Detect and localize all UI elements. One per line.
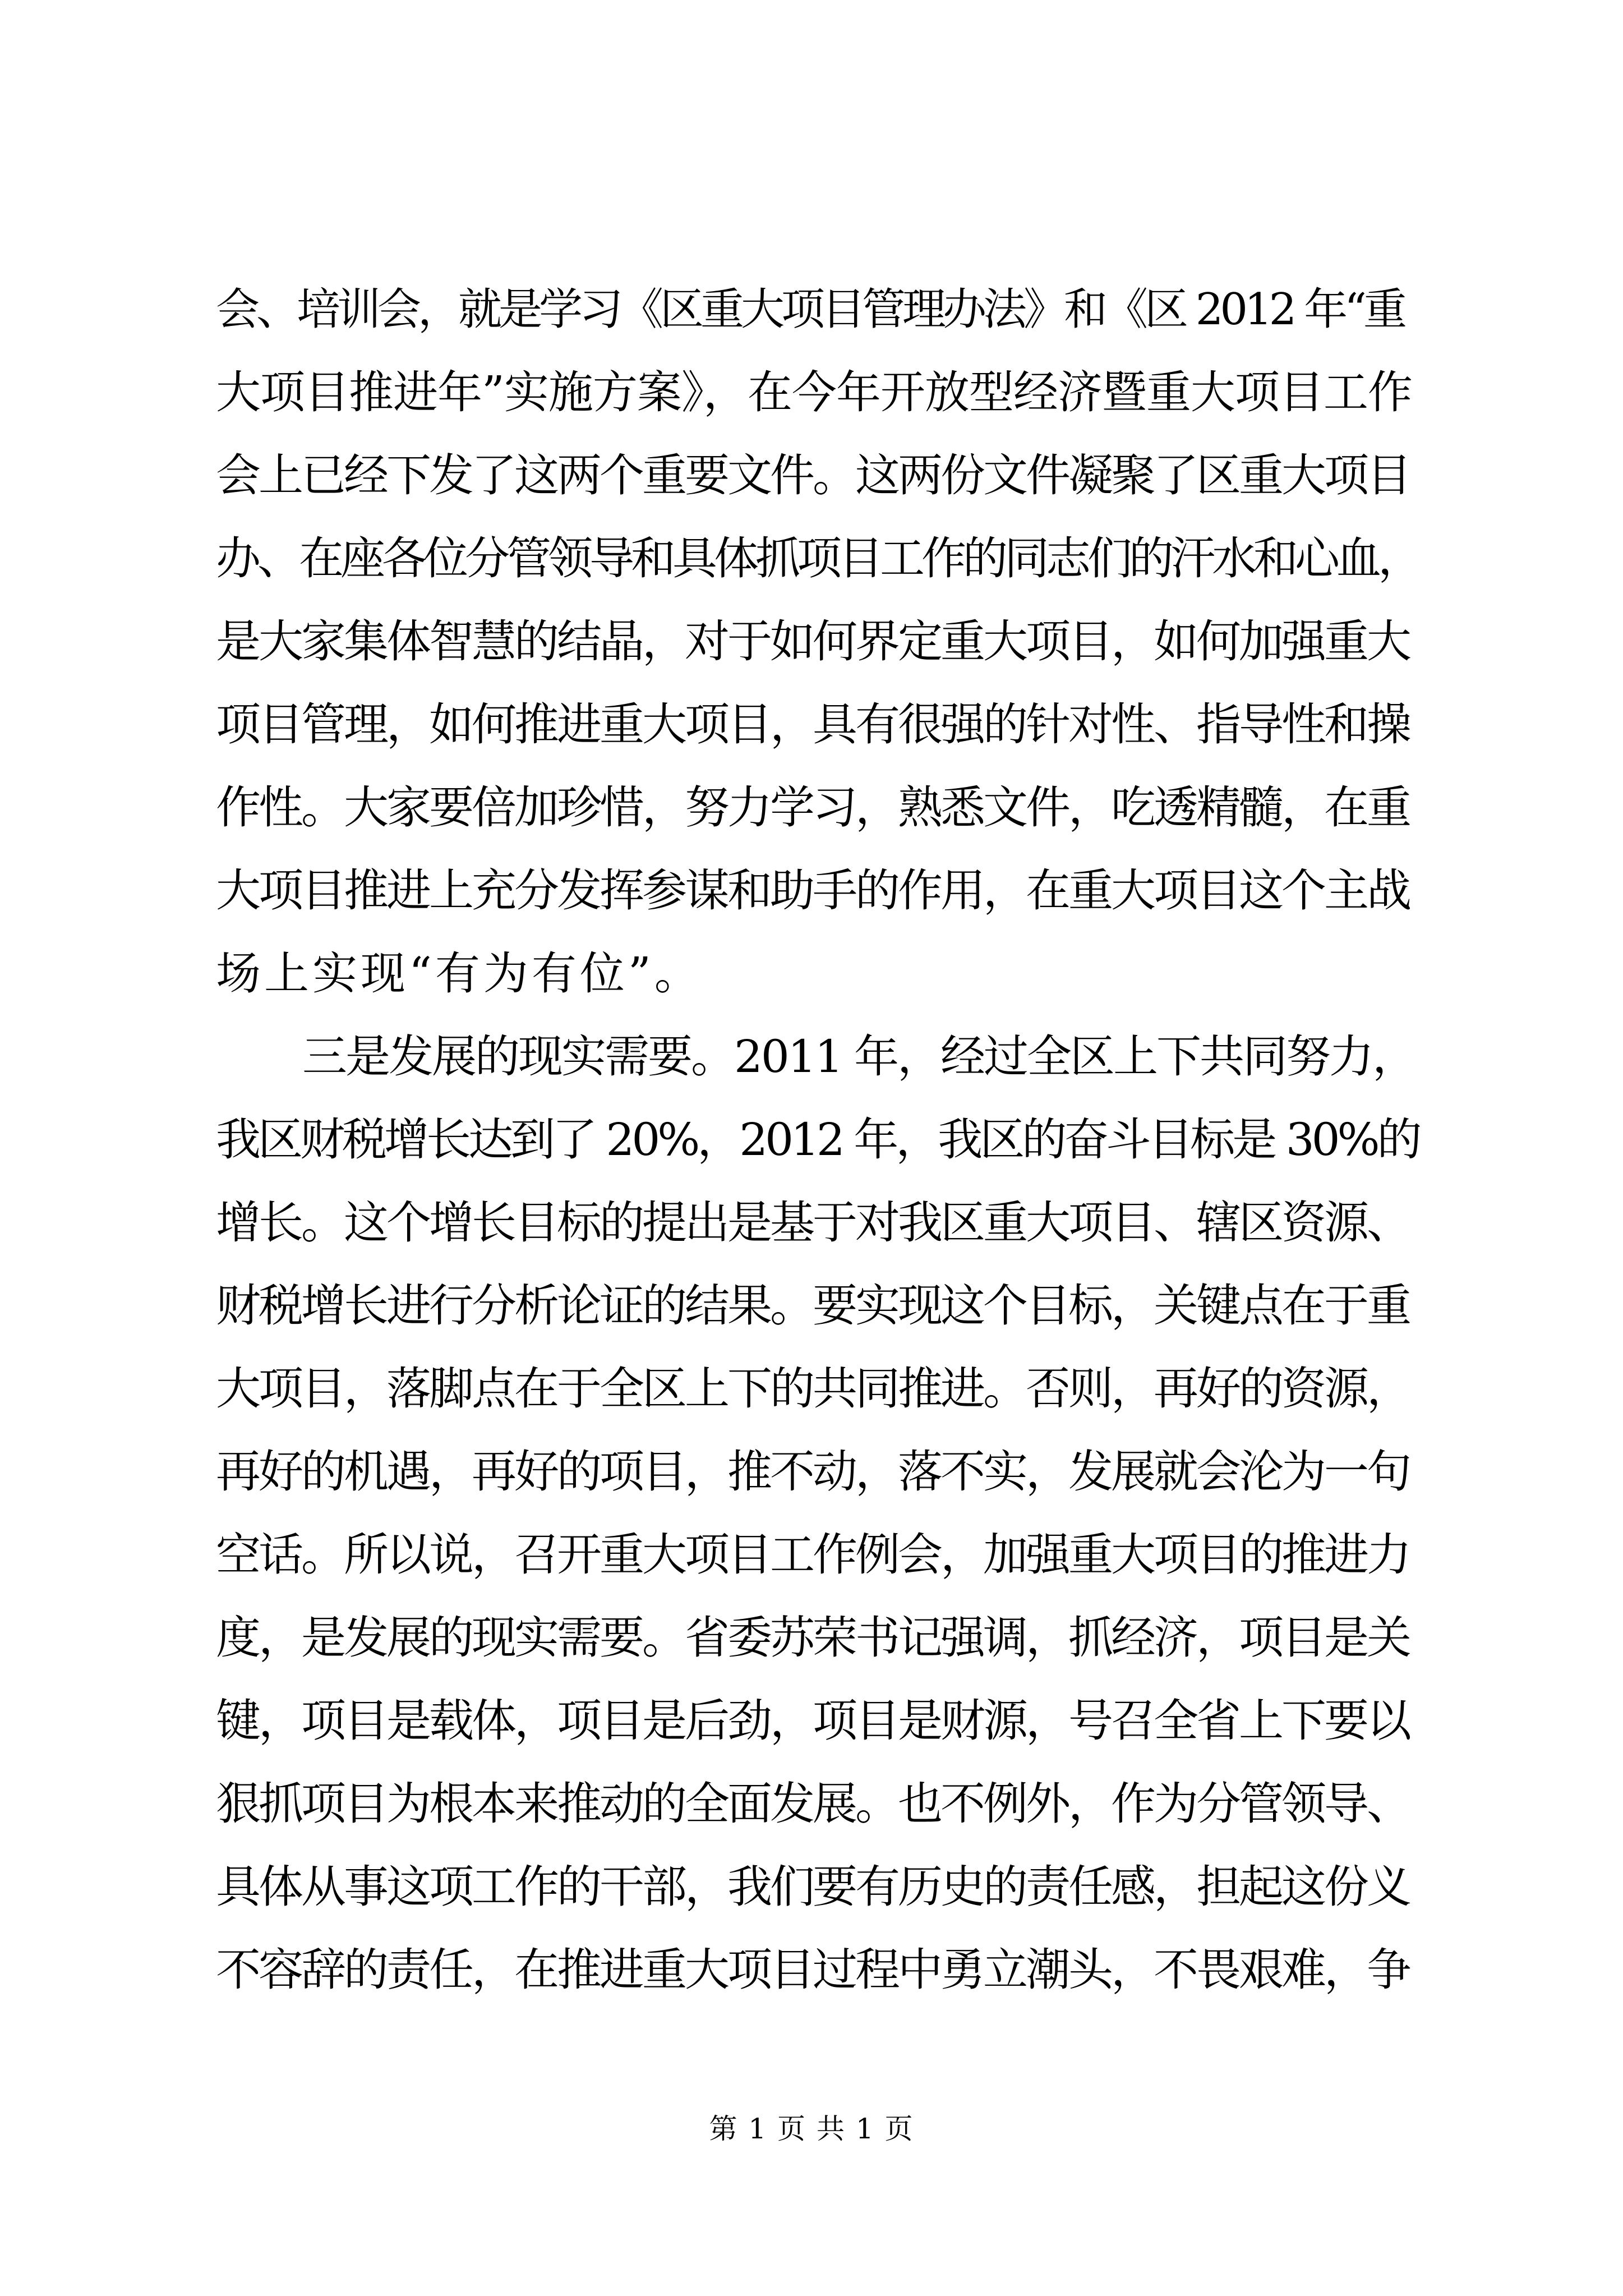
text-line: 项目管理，如何推进重大项目，具有很强的针对性、指导性和操 <box>216 698 1409 751</box>
text-line: 财税增长进行分析论证的结果。要实现这个目标，关键点在于重 <box>216 1280 1409 1332</box>
text-line: 我区财税增长达到了 20%，2012 年，我区的奋斗目标是 30%的 <box>216 1114 1419 1166</box>
text-line: 会上已经下发了这两个重要文件。这两份文件凝聚了区重大项目 <box>216 449 1409 501</box>
text-line: 键，项目是载体，项目是后劲，项目是财源，号召全省上下要以 <box>216 1695 1409 1747</box>
text-line: 大项目，落脚点在于全区上下的共同推进。否则，再好的资源， <box>216 1363 1409 1415</box>
text-line: 不容辞的责任，在推进重大项目过程中勇立潮头，不畏艰难，争 <box>216 1944 1409 1996</box>
text-line: 办、在座各位分管领导和具体抓项目工作的同志们的汗水和心血， <box>216 532 1419 585</box>
text-line: 场上实现“有为有位”。 <box>216 947 703 1000</box>
text-line: 狠抓项目为根本来推动的全面发展。也不例外，作为分管领导、 <box>216 1778 1409 1830</box>
page-footer <box>0 2109 1623 2148</box>
text-line: 会、培训会，就是学习《区重大项目管理办法》和《区 2012 年“重 <box>216 284 1404 335</box>
page-number-label: 第 1 页 共 1 页 <box>709 2113 914 2145</box>
text-line: 作性。大家要倍加珍惜，努力学习，熟悉文件，吃透精髓，在重 <box>216 781 1409 834</box>
text-line: 增长。这个增长目标的提出是基于对我区重大项目、辖区资源、 <box>216 1197 1409 1249</box>
text-line: 度，是发展的现实需要。省委苏荣书记强调，抓经济，项目是关 <box>216 1612 1409 1664</box>
text-line: 再好的机遇，再好的项目，推不动，落不实，发展就会沦为一句 <box>216 1446 1409 1498</box>
text-line: 空话。所以说，召开重大项目工作例会，加强重大项目的推进力 <box>216 1529 1409 1581</box>
text-line: 是大家集体智慧的结晶，对于如何界定重大项目，如何加强重大 <box>216 615 1409 668</box>
text-line: 具体从事这项工作的干部，我们要有历史的责任感，担起这份义 <box>216 1861 1409 1913</box>
text-line: 大项目推进年”实施方案》，在今年开放型经济暨重大项目工作 <box>216 366 1412 418</box>
body-text <box>216 268 1422 2012</box>
text-line: 大项目推进上充分发挥参谋和助手的作用，在重大项目这个主战 <box>216 864 1409 917</box>
text-line: 三是发展的现实需要。2011 年，经过全区上下共同努力， <box>216 1030 1416 1083</box>
